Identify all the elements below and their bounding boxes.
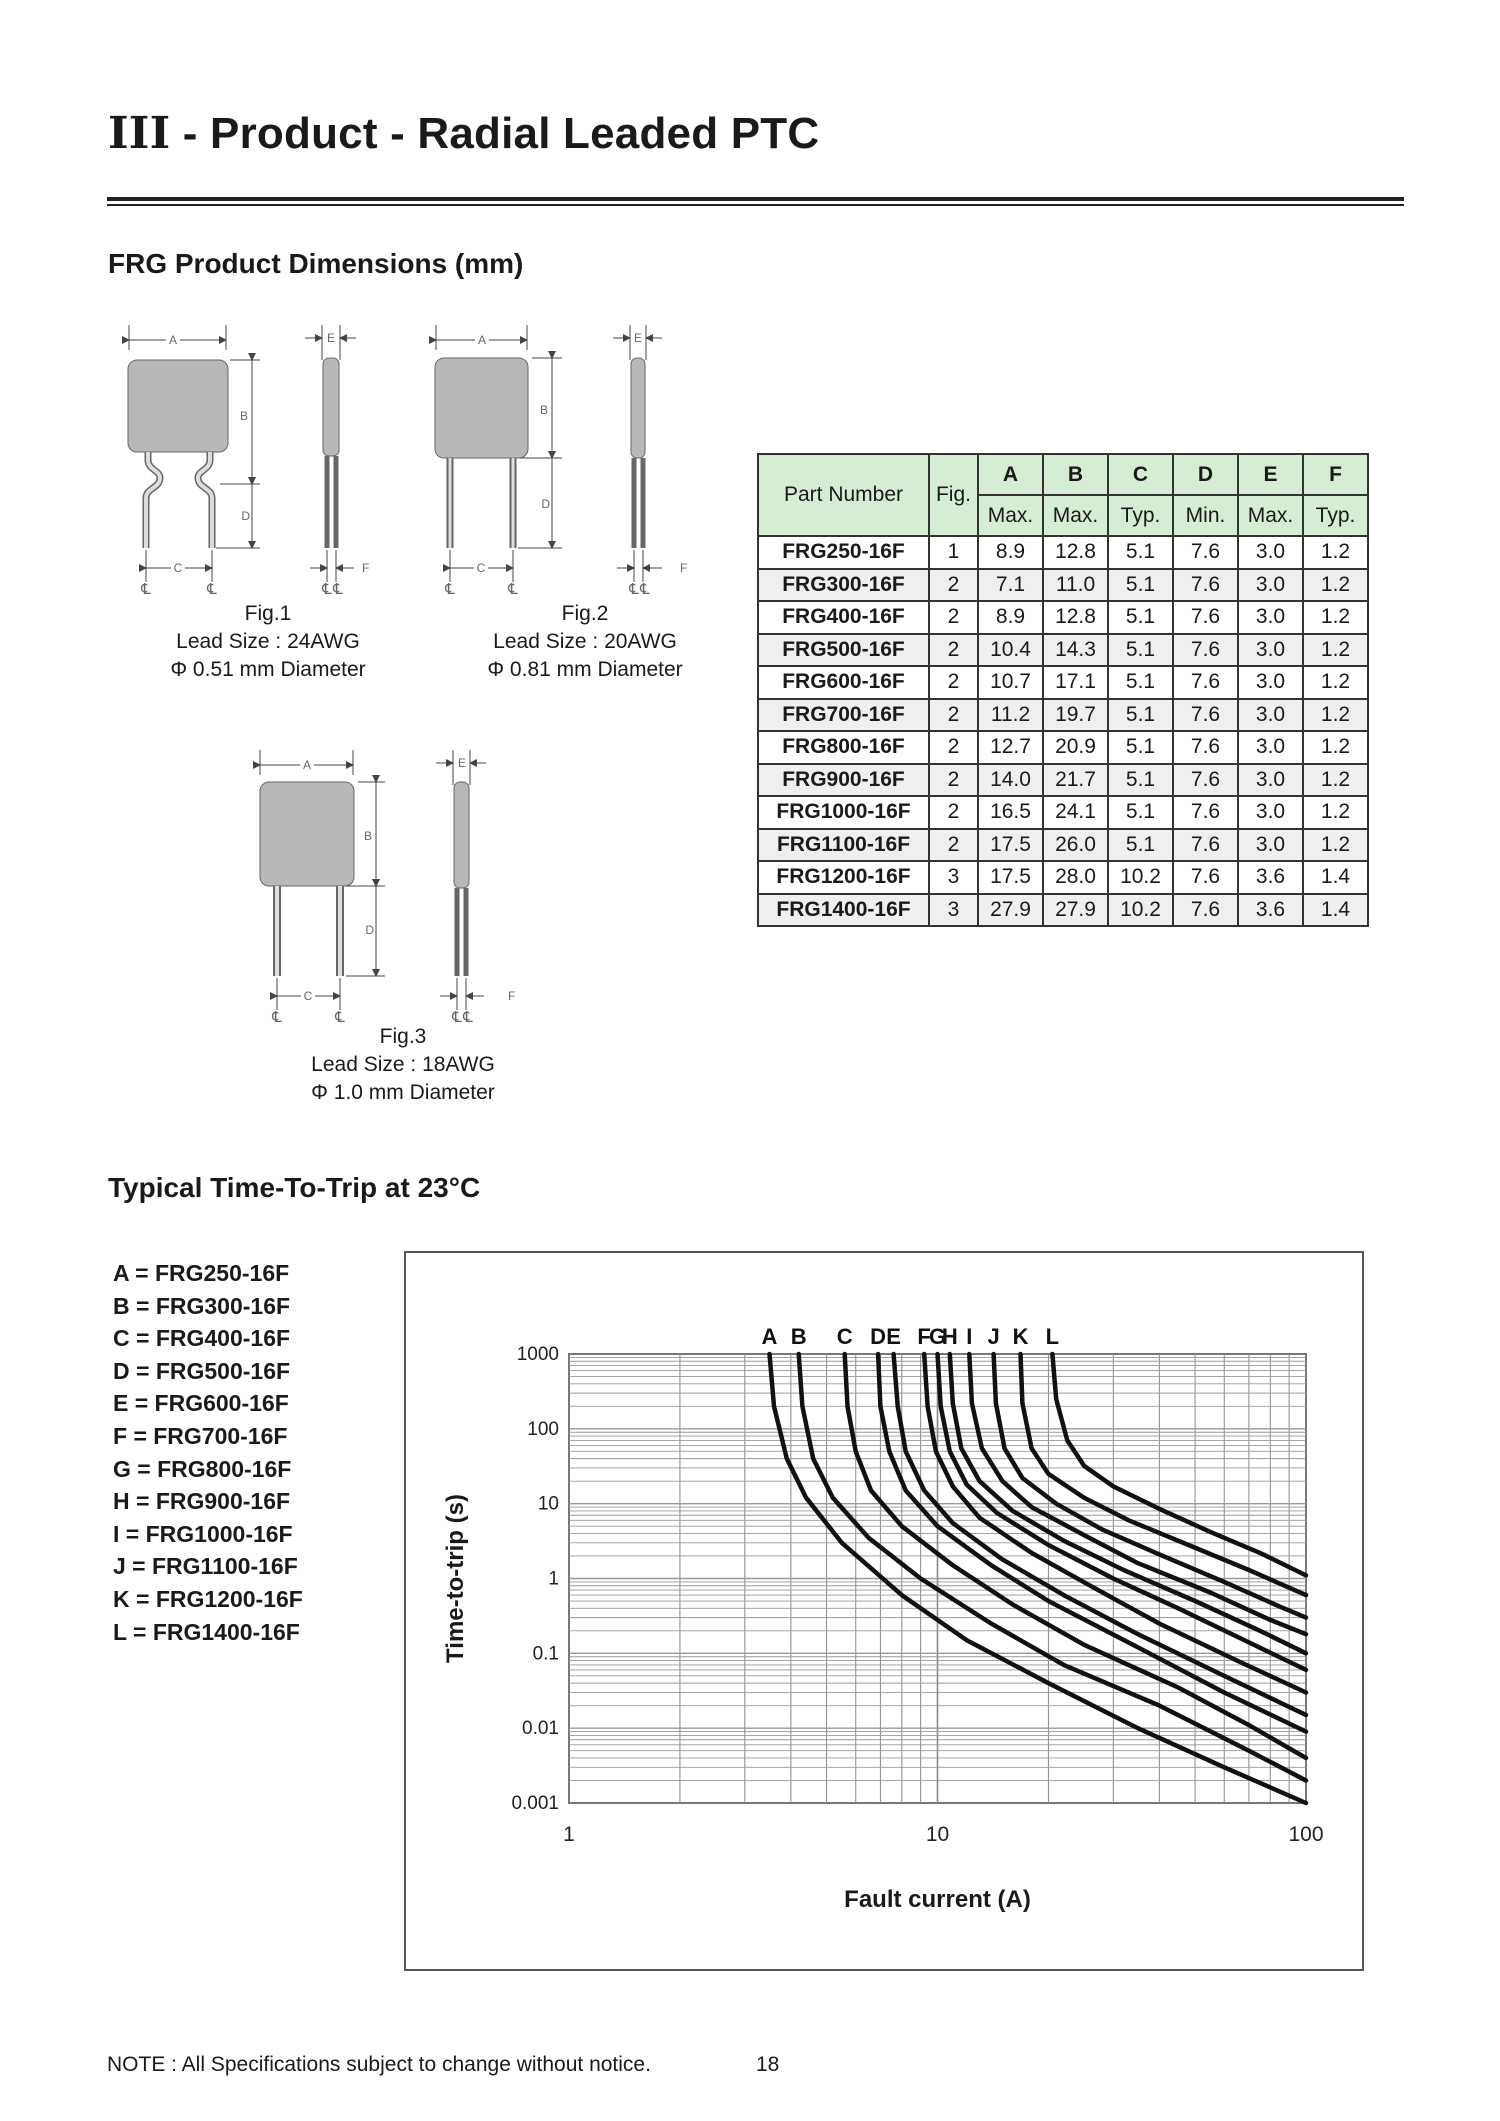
- legend-item-h: H = FRG900-16F: [113, 1488, 291, 1515]
- fig-cell: 1: [929, 536, 978, 569]
- table-row: [758, 731, 1368, 764]
- x-axis-label: Fault current (A): [844, 1886, 1031, 1913]
- dimensions-table-body: [758, 536, 1368, 926]
- legend-item-e: E = FRG600-16F: [113, 1390, 289, 1417]
- dim-cell-f: 1.2: [1303, 634, 1368, 667]
- dim-cell-a: 17.5: [978, 829, 1043, 862]
- dim-cell-b: 12.8: [1043, 601, 1108, 634]
- dim-cell-a: 11.2: [978, 699, 1043, 732]
- dim-cell-a: 27.9: [978, 894, 1043, 927]
- fig1-side-view: [305, 325, 369, 598]
- dim-cell-c: 5.1: [1108, 634, 1173, 667]
- fig3-side-cl-b: ℄: [463, 1009, 473, 1026]
- legend-item-g: G = FRG800-16F: [113, 1455, 292, 1482]
- fig-cell: 2: [929, 569, 978, 602]
- dimensions-table: [757, 453, 1369, 927]
- subheader-e: Max.: [1238, 495, 1303, 536]
- fig2-cl-right: ℄: [508, 581, 518, 598]
- dim-cell-b: 11.0: [1043, 569, 1108, 602]
- part-number-cell: FRG700-16F: [758, 699, 929, 732]
- dim-cell-b: 20.9: [1043, 731, 1108, 764]
- legend-item-i: I = FRG1000-16F: [113, 1520, 293, 1547]
- series-label-b: B: [790, 1324, 807, 1349]
- fig2-side-cl-a: ℄: [629, 581, 639, 598]
- dim-cell-b: 27.9: [1043, 894, 1108, 927]
- dim-cell-e: 3.0: [1238, 699, 1303, 732]
- fig1-dim-d: D: [241, 509, 250, 523]
- dim-cell-e: 3.0: [1238, 796, 1303, 829]
- fig-cell: 2: [929, 634, 978, 667]
- fig-header: Fig.: [929, 454, 978, 536]
- dim-cell-b: 17.1: [1043, 666, 1108, 699]
- fig2-side-cl-b: ℄: [640, 581, 650, 598]
- fig3-caption: [283, 1023, 523, 1107]
- dim-cell-a: 10.4: [978, 634, 1043, 667]
- fig1-dim-c: C: [173, 561, 183, 575]
- fig-cell: 3: [929, 861, 978, 894]
- dim-cell-c: 10.2: [1108, 861, 1173, 894]
- fig1-cl-left: ℄: [141, 581, 151, 598]
- fig1-dim-b: B: [239, 409, 248, 423]
- dimensions-heading: FRG Product Dimensions (mm): [108, 248, 524, 279]
- table-row: [758, 861, 1368, 894]
- fig3-diameter: Φ 1.0 mm Diameter: [311, 1081, 495, 1104]
- fig2-lead-size: Lead Size : 20AWG: [493, 630, 677, 653]
- y-tick-label: 10: [537, 1493, 559, 1515]
- dim-cell-d: 7.6: [1173, 796, 1238, 829]
- legend-item-c: C = FRG400-16F: [113, 1325, 291, 1352]
- dim-cell-b: 21.7: [1043, 764, 1108, 797]
- y-tick-label: 100: [527, 1418, 559, 1440]
- dim-cell-a: 16.5: [978, 796, 1043, 829]
- dim-cell-a: 8.9: [978, 601, 1043, 634]
- time-to-trip-heading: Typical Time-To-Trip at 23°C: [108, 1172, 481, 1203]
- legend-item-d: D = FRG500-16F: [113, 1357, 291, 1384]
- page-title-text: - Product - Radial Leaded PTC: [170, 109, 820, 158]
- dim-cell-e: 3.0: [1238, 666, 1303, 699]
- series-label-l: L: [1045, 1324, 1060, 1349]
- dim-cell-f: 1.2: [1303, 796, 1368, 829]
- col-header-d: D: [1173, 454, 1238, 495]
- dim-cell-e: 3.0: [1238, 536, 1303, 569]
- dim-cell-c: 5.1: [1108, 829, 1173, 862]
- series-label-d: D: [870, 1324, 887, 1349]
- dim-cell-b: 19.7: [1043, 699, 1108, 732]
- dim-cell-e: 3.0: [1238, 731, 1303, 764]
- fig3-side-view: [436, 750, 515, 1026]
- legend-item-f: F = FRG700-16F: [113, 1422, 288, 1449]
- time-to-trip-chart: [406, 1253, 1362, 1969]
- series-label-f: F: [917, 1324, 931, 1349]
- dim-cell-d: 7.6: [1173, 861, 1238, 894]
- fig1-lead-size: Lead Size : 24AWG: [176, 630, 360, 653]
- dimension-figures: [100, 320, 740, 1100]
- fig3-label: Fig.3: [379, 1025, 427, 1048]
- table-row: [758, 796, 1368, 829]
- dim-cell-a: 7.1: [978, 569, 1043, 602]
- series-legend: [113, 1257, 303, 1648]
- series-label-g: G: [928, 1324, 947, 1349]
- dim-cell-c: 10.2: [1108, 894, 1173, 927]
- fig2-cl-left: ℄: [445, 581, 455, 598]
- fig2-dim-a: A: [477, 333, 487, 347]
- fig2-dim-d: D: [541, 497, 550, 511]
- fig1-caption: [148, 600, 388, 684]
- dim-cell-e: 3.0: [1238, 634, 1303, 667]
- table-row: [758, 829, 1368, 862]
- part-number-cell: FRG1200-16F: [758, 861, 929, 894]
- legend-item-j: J = FRG1100-16F: [113, 1553, 298, 1580]
- series-label-k: K: [1012, 1324, 1029, 1349]
- fig1-dim-a: A: [168, 333, 178, 347]
- dim-cell-c: 5.1: [1108, 601, 1173, 634]
- dim-cell-f: 1.4: [1303, 894, 1368, 927]
- dim-cell-b: 26.0: [1043, 829, 1108, 862]
- part-number-cell: FRG1400-16F: [758, 894, 929, 927]
- fig1-cl-right: ℄: [207, 581, 217, 598]
- part-number-cell: FRG600-16F: [758, 666, 929, 699]
- fig3-side-cl-a: ℄: [452, 1009, 462, 1026]
- subheader-f: Typ.: [1303, 495, 1368, 536]
- part-number-cell: FRG800-16F: [758, 731, 929, 764]
- dim-cell-a: 14.0: [978, 764, 1043, 797]
- part-number-cell: FRG1100-16F: [758, 829, 929, 862]
- fig3-cl-left: ℄: [272, 1009, 282, 1026]
- fig1-dim-e: E: [326, 331, 336, 345]
- dim-cell-b: 24.1: [1043, 796, 1108, 829]
- series-label-j: J: [987, 1324, 1000, 1349]
- page-title: [108, 108, 819, 159]
- fig1-side-cl-a: ℄: [322, 581, 332, 598]
- x-tick-label: 100: [1288, 1823, 1324, 1846]
- fig1-dim-f: F: [362, 561, 370, 575]
- fig1-side-cl-b: ℄: [333, 581, 343, 598]
- fig3-cl-right: ℄: [335, 1009, 345, 1026]
- col-header-e: E: [1238, 454, 1303, 495]
- dim-cell-c: 5.1: [1108, 666, 1173, 699]
- fig2-caption: [455, 600, 715, 684]
- legend-item-a: A = FRG250-16F: [113, 1260, 290, 1286]
- x-tick-label: 1: [563, 1823, 575, 1846]
- dim-cell-c: 5.1: [1108, 731, 1173, 764]
- dim-cell-e: 3.0: [1238, 569, 1303, 602]
- fig-cell: 3: [929, 894, 978, 927]
- dim-cell-c: 5.1: [1108, 699, 1173, 732]
- subheader-c: Typ.: [1108, 495, 1173, 536]
- dim-cell-a: 8.9: [978, 536, 1043, 569]
- fig3-dim-e: E: [457, 756, 467, 770]
- y-tick-label: 0.001: [511, 1793, 559, 1814]
- dim-cell-f: 1.2: [1303, 764, 1368, 797]
- dim-cell-f: 1.2: [1303, 569, 1368, 602]
- part-number-header: Part Number: [758, 454, 929, 536]
- dim-cell-e: 3.0: [1238, 829, 1303, 862]
- fig3-dim-a: A: [302, 758, 312, 772]
- legend-item-l: L = FRG1400-16F: [113, 1618, 300, 1645]
- dim-cell-e: 3.0: [1238, 601, 1303, 634]
- series-label-c: C: [836, 1324, 853, 1349]
- page-number: 18: [756, 2053, 780, 2076]
- part-number-cell: FRG1000-16F: [758, 796, 929, 829]
- section-roman-numeral: III: [108, 108, 171, 159]
- dim-cell-e: 3.0: [1238, 764, 1303, 797]
- table-row: [758, 894, 1368, 927]
- series-label-e: E: [886, 1324, 901, 1349]
- fig-cell: 2: [929, 796, 978, 829]
- part-number-cell: FRG300-16F: [758, 569, 929, 602]
- dim-cell-f: 1.2: [1303, 536, 1368, 569]
- fig1-front-view: [128, 325, 260, 598]
- fig3-front-view: [260, 750, 385, 1026]
- dim-cell-d: 7.6: [1173, 699, 1238, 732]
- col-header-f: F: [1303, 454, 1368, 495]
- fig3-dim-b: B: [363, 829, 372, 843]
- dim-cell-c: 5.1: [1108, 796, 1173, 829]
- table-row: [758, 634, 1368, 667]
- dim-cell-f: 1.2: [1303, 601, 1368, 634]
- table-row: [758, 601, 1368, 634]
- dim-cell-b: 12.8: [1043, 536, 1108, 569]
- subheader-b: Max.: [1043, 495, 1108, 536]
- dim-cell-a: 12.7: [978, 731, 1043, 764]
- fig3-dim-c: C: [303, 989, 313, 1003]
- dim-cell-b: 14.3: [1043, 634, 1108, 667]
- part-number-cell: FRG400-16F: [758, 601, 929, 634]
- dim-cell-f: 1.4: [1303, 861, 1368, 894]
- fig2-dim-c: C: [476, 561, 486, 575]
- legend-item-b: B = FRG300-16F: [113, 1292, 291, 1319]
- dim-cell-d: 7.6: [1173, 536, 1238, 569]
- fig2-dim-f: F: [680, 561, 688, 575]
- fig1-diameter: Φ 0.51 mm Diameter: [170, 658, 366, 681]
- fig-cell: 2: [929, 699, 978, 732]
- dim-cell-d: 7.6: [1173, 894, 1238, 927]
- dim-cell-f: 1.2: [1303, 829, 1368, 862]
- dim-cell-c: 5.1: [1108, 764, 1173, 797]
- fig2-front-view: [435, 325, 562, 598]
- fig-cell: 2: [929, 731, 978, 764]
- dim-cell-d: 7.6: [1173, 764, 1238, 797]
- dim-cell-b: 28.0: [1043, 861, 1108, 894]
- dim-cell-a: 17.5: [978, 861, 1043, 894]
- dim-cell-d: 7.6: [1173, 666, 1238, 699]
- fig2-diameter: Φ 0.81 mm Diameter: [487, 658, 683, 681]
- col-header-c: C: [1108, 454, 1173, 495]
- dim-cell-d: 7.6: [1173, 829, 1238, 862]
- dim-cell-e: 3.6: [1238, 861, 1303, 894]
- fig2-side-view: [613, 325, 687, 598]
- fig2-dim-e: E: [633, 331, 643, 345]
- fig-cell: 2: [929, 666, 978, 699]
- series-label-h: H: [941, 1324, 958, 1349]
- fig-cell: 2: [929, 829, 978, 862]
- fig-cell: 2: [929, 764, 978, 797]
- dim-cell-f: 1.2: [1303, 731, 1368, 764]
- dim-cell-d: 7.6: [1173, 601, 1238, 634]
- title-rule-thick: [107, 197, 1404, 201]
- table-row: [758, 699, 1368, 732]
- fig1-label: Fig.1: [244, 602, 292, 625]
- fig-cell: 2: [929, 601, 978, 634]
- y-tick-label: 1: [548, 1568, 559, 1590]
- y-tick-label: 1000: [516, 1344, 559, 1365]
- subheader-a: Max.: [978, 495, 1043, 536]
- fig3-dim-f: F: [508, 989, 516, 1003]
- dim-cell-c: 5.1: [1108, 536, 1173, 569]
- title-rule-thin: [107, 204, 1404, 206]
- series-label-a: A: [761, 1324, 778, 1349]
- chart-frame: [404, 1251, 1364, 1971]
- y-tick-label: 0.01: [522, 1718, 559, 1740]
- series-label-i: I: [966, 1324, 973, 1349]
- dim-cell-d: 7.6: [1173, 569, 1238, 602]
- footer-note: NOTE : All Specifications subject to change without notice.: [107, 2053, 651, 2076]
- dim-cell-d: 7.6: [1173, 634, 1238, 667]
- x-tick-label: 10: [925, 1823, 950, 1846]
- fig2-label: Fig.2: [561, 602, 609, 625]
- part-number-cell: FRG500-16F: [758, 634, 929, 667]
- col-header-b: B: [1043, 454, 1108, 495]
- fig2-dim-b: B: [539, 403, 548, 417]
- table-row: [758, 666, 1368, 699]
- subheader-d: Min.: [1173, 495, 1238, 536]
- table-row: [758, 764, 1368, 797]
- dim-cell-f: 1.2: [1303, 699, 1368, 732]
- part-number-cell: FRG900-16F: [758, 764, 929, 797]
- dim-cell-e: 3.6: [1238, 894, 1303, 927]
- fig3-dim-d: D: [365, 923, 374, 937]
- fig3-lead-size: Lead Size : 18AWG: [311, 1053, 495, 1076]
- dim-cell-d: 7.6: [1173, 731, 1238, 764]
- table-row: [758, 536, 1368, 569]
- dim-cell-c: 5.1: [1108, 569, 1173, 602]
- col-header-a: A: [978, 454, 1043, 495]
- dim-cell-f: 1.2: [1303, 666, 1368, 699]
- y-axis-label: Time-to-trip (s): [442, 1494, 469, 1663]
- table-row: [758, 569, 1368, 602]
- legend-item-k: K = FRG1200-16F: [113, 1585, 303, 1612]
- dim-cell-a: 10.7: [978, 666, 1043, 699]
- part-number-cell: FRG250-16F: [758, 536, 929, 569]
- y-tick-label: 0.1: [532, 1643, 559, 1665]
